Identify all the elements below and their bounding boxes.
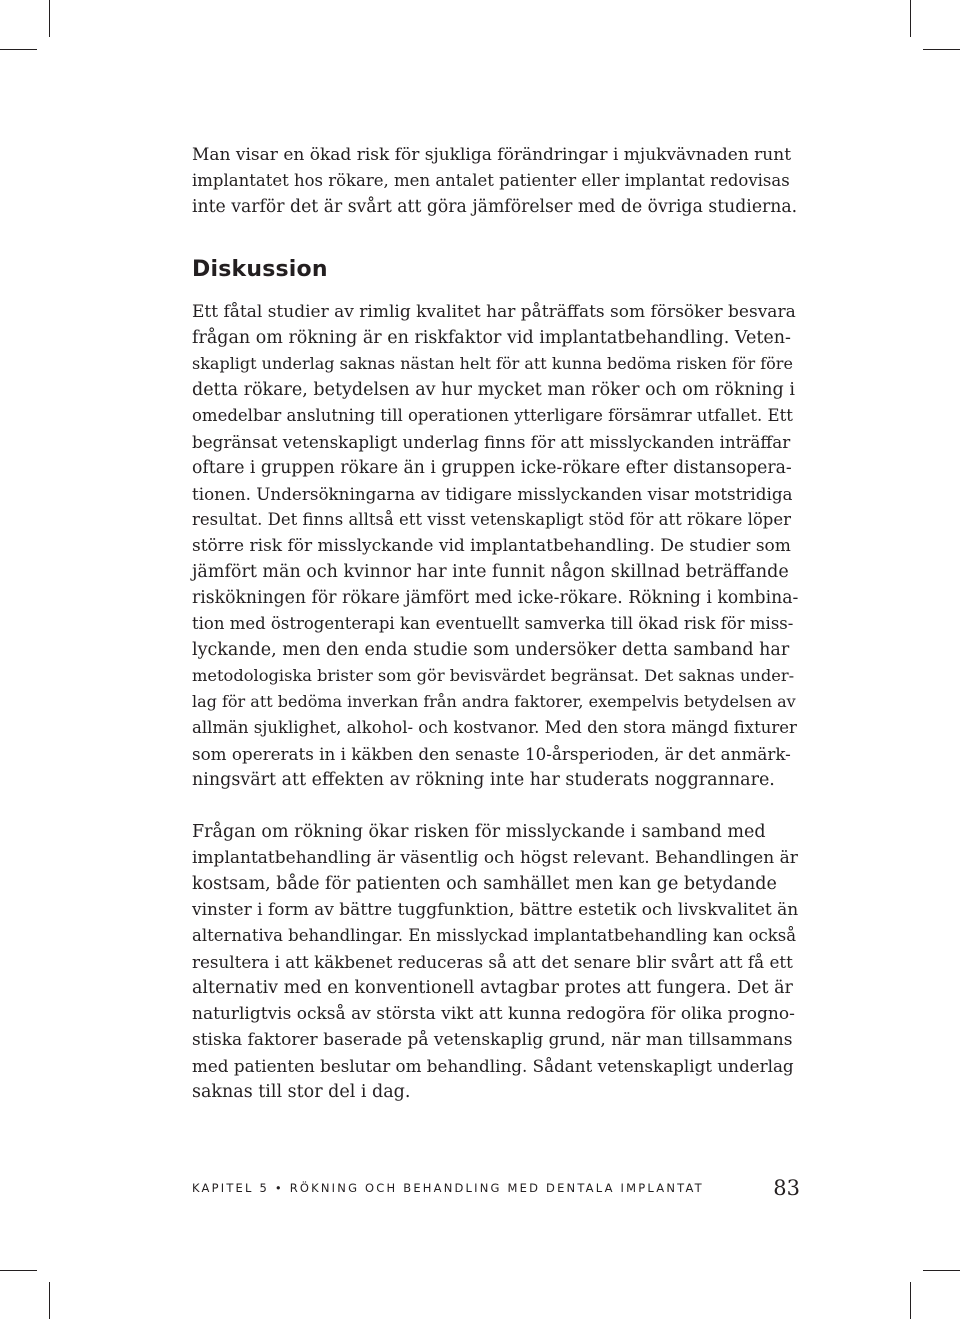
- text-line: omedelbar anslutning till operationen ytterligare försämrar utfallet. Ett: [192, 406, 793, 425]
- crop-mark-bottom-right-vertical: [910, 1282, 911, 1319]
- text-line: resultat. Det finns alltså ett visst vetenskapligt stöd för att rökare löper: [192, 510, 792, 529]
- text-line: jämfört män och kvinnor har inte funnit någon skillnad beträffande: [192, 562, 789, 582]
- paragraph-discussion: [192, 299, 798, 793]
- text-line: med patienten beslutar om behandling. Sådant vetenskapligt underlag: [192, 1056, 794, 1076]
- text-line: som opererats in i käkben den senaste 10-årsperioden, är det anmärk-: [192, 744, 791, 764]
- text-line: oftare i gruppen rökare än i gruppen icke-rökare efter distansopera-: [192, 458, 792, 478]
- text-line: allmän sjuklighet, alkohol- och kostvanor. Med den stora mängd fixturer: [192, 718, 797, 737]
- crop-mark-bottom-right-horizontal: [923, 1270, 960, 1271]
- crop-mark-top-left-horizontal: [0, 49, 37, 50]
- text-line: detta rökare, betydelsen av hur mycket man röker och om rökning i: [192, 380, 795, 400]
- text-line: implantatet hos rökare, men antalet patienter eller implantat redovisas: [192, 171, 790, 190]
- text-line: Ett fåtal studier av rimlig kvalitet har påträffats som försöker besvara: [192, 302, 796, 322]
- text-line: alternativ med en konventionell avtagbar protes att fungera. Det är: [192, 978, 793, 998]
- text-line: riskökningen för rökare jämfört med icke-rökare. Rökning i kombina-: [192, 588, 799, 608]
- crop-mark-top-right-horizontal: [923, 49, 960, 50]
- text-line: vinster i form av bättre tuggfunktion, bättre estetik och livskvalitet än: [192, 900, 799, 920]
- text-line: implantatbehandling är väsentlig och högst relevant. Behandlingen är: [192, 848, 798, 868]
- text-line: lag för att bedöma inverkan från andra faktorer, exempelvis betydelsen av: [192, 692, 796, 711]
- text-line: lyckande, men den enda studie som undersöker detta samband har: [192, 640, 790, 660]
- text-line: naturligtvis också av största vikt att kunna redogöra för olika progno-: [192, 1004, 795, 1024]
- paragraph-intro: [192, 142, 798, 220]
- text-line: skapligt underlag saknas nästan helt för att kunna bedöma risken för före: [192, 354, 793, 373]
- footer-chapter-title: KAPITEL 5 • RÖKNING OCH BEHANDLING MED DENTALA IMPLANTAT: [192, 1181, 704, 1195]
- crop-mark-top-right-vertical: [910, 0, 911, 37]
- text-line: frågan om rökning är en riskfaktor vid implantatbehandling. Veten-: [192, 328, 791, 348]
- text-line: Man visar en ökad risk för sjukliga förändringar i mjukvävnaden runt: [192, 145, 792, 165]
- page-number: 83: [773, 1176, 800, 1200]
- text-line: alternativa behandlingar. En misslyckad implantatbehandling kan också: [192, 926, 797, 945]
- text-line: saknas till stor del i dag.: [192, 1082, 411, 1102]
- text-line: tion med östrogenterapi kan eventuellt samverka till ökad risk för miss-: [192, 614, 794, 633]
- crop-mark-bottom-left-horizontal: [0, 1270, 37, 1271]
- section-heading: Diskussion: [192, 257, 328, 282]
- text-line: inte varför det är svårt att göra jämförelser med de övriga studierna.: [192, 197, 798, 217]
- text-line: stiska faktorer baserade på vetenskaplig grund, när man tillsammans: [192, 1030, 793, 1050]
- crop-mark-top-left-vertical: [49, 0, 50, 37]
- text-line: begränsat vetenskapligt underlag finns för att misslyckanden inträffar: [192, 432, 791, 452]
- text-line: kostsam, både för patienten och samhället men kan ge betydande: [192, 874, 777, 894]
- text-line: Frågan om rökning ökar risken för misslyckande i samband med: [192, 822, 766, 842]
- text-line: metodologiska brister som gör bevisvärdet begränsat. Det saknas under-: [192, 666, 795, 685]
- text-line: större risk för misslyckande vid implantatbehandling. De studier som: [192, 536, 791, 556]
- crop-mark-bottom-left-vertical: [49, 1282, 50, 1319]
- text-line: resultera i att käkbenet reduceras så att det senare blir svårt att få ett: [192, 952, 793, 972]
- text-line: ningsvärt att effekten av rökning inte har studerats noggrannare.: [192, 770, 775, 790]
- paragraph-conclusion: [192, 819, 798, 1105]
- text-line: tionen. Undersökningarna av tidigare misslyckanden visar motstridiga: [192, 484, 793, 504]
